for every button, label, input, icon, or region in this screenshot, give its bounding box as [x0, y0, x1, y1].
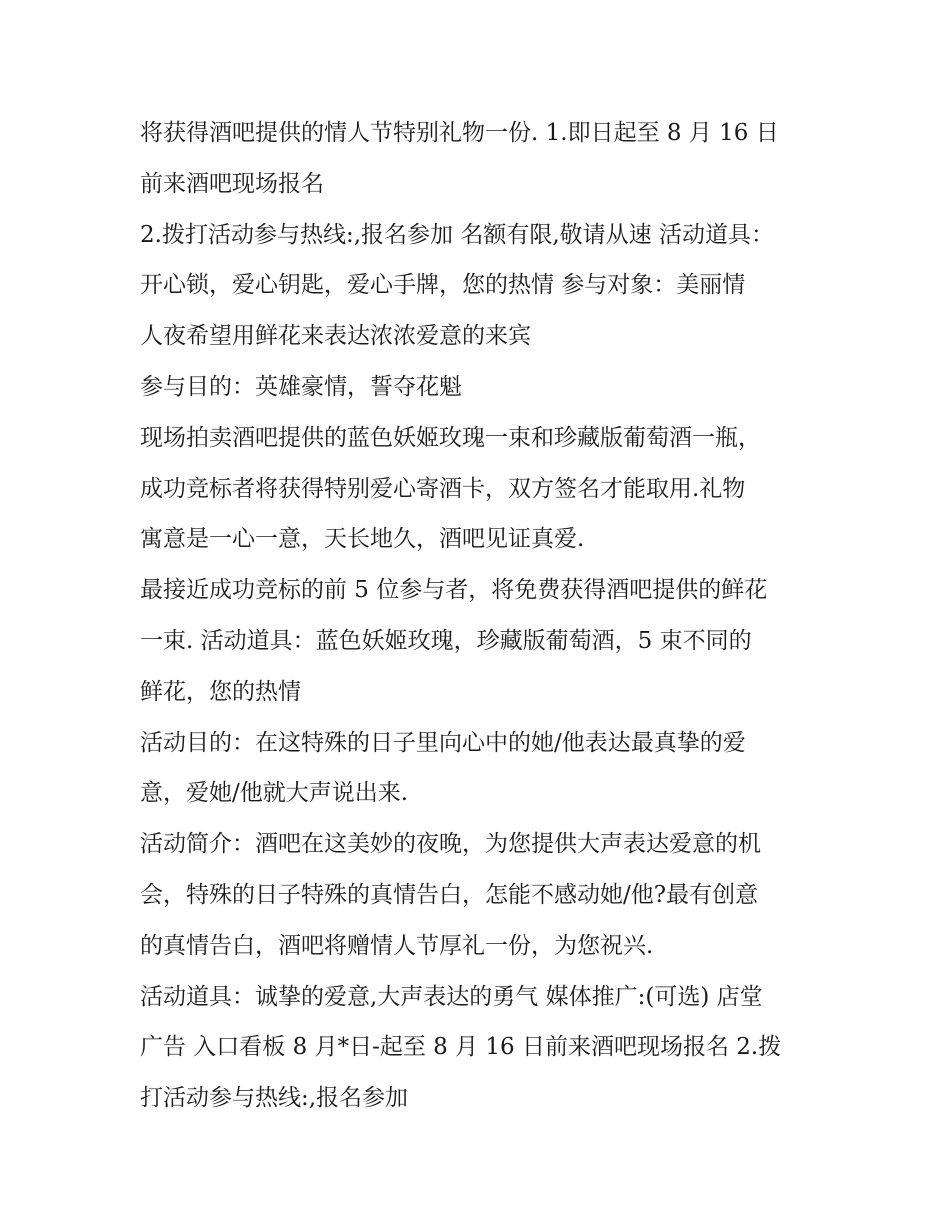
text-line: 的真情告白，酒吧将赠情人节厚礼一份，为您祝兴.	[140, 932, 654, 959]
text-line: 现场拍卖酒吧提供的蓝色妖姬玫瑰一束和珍藏版葡萄酒一瓶，	[140, 424, 761, 451]
text-line: 成功竞标者将获得特别爱心寄酒卡，双方签名才能取用.礼物	[140, 475, 746, 502]
text-line: 鲜花，您的热情	[140, 678, 301, 705]
document-body	[140, 108, 820, 1124]
text-line: 活动道具：诚挚的爱意,大声表达的勇气 媒体推广:(可选) 店堂	[140, 983, 763, 1010]
text-line: 一束. 活动道具：蓝色妖姬玫瑰，珍藏版葡萄酒，5 束不同的	[140, 627, 752, 654]
text-line: 广告 入口看板 8 月*日-起至 8 月 16 日前来酒吧现场报名 2.拨	[140, 1034, 782, 1061]
text-line: 2.拨打活动参与热线:,报名参加 名额有限,敬请从速 活动道具：	[140, 221, 774, 248]
text-line: 前来酒吧现场报名	[140, 170, 324, 197]
text-line: 寓意是一心一意，天长地久，酒吧见证真爱.	[140, 526, 585, 553]
text-line: 人夜希望用鲜花来表达浓浓爱意的来宾	[140, 323, 531, 350]
text-line: 意，爱她/他就大声说出来.	[140, 780, 409, 807]
text-line: 活动目的：在这特殊的日子里向心中的她/他表达最真挚的爱	[140, 729, 746, 756]
text-line: 会，特殊的日子特殊的真情告白，怎能不感动她/他?最有创意	[140, 881, 759, 908]
text-line: 开心锁，爱心钥匙，爱心手牌，您的热情 参与对象：美丽情	[140, 272, 746, 299]
text-line: 最接近成功竞标的前 5 位参与者，将免费获得酒吧提供的鲜花	[140, 577, 768, 604]
text-line: 参与目的：英雄豪情，誓夺花魁	[140, 373, 462, 400]
text-line: 将获得酒吧提供的情人节特别礼物一份. 1.即日起至 8 月 16 日	[140, 120, 779, 146]
text-line: 打活动参与热线:,报名参加	[140, 1085, 409, 1112]
text-line: 活动简介：酒吧在这美妙的夜晚，为您提供大声表达爱意的机	[140, 831, 761, 858]
